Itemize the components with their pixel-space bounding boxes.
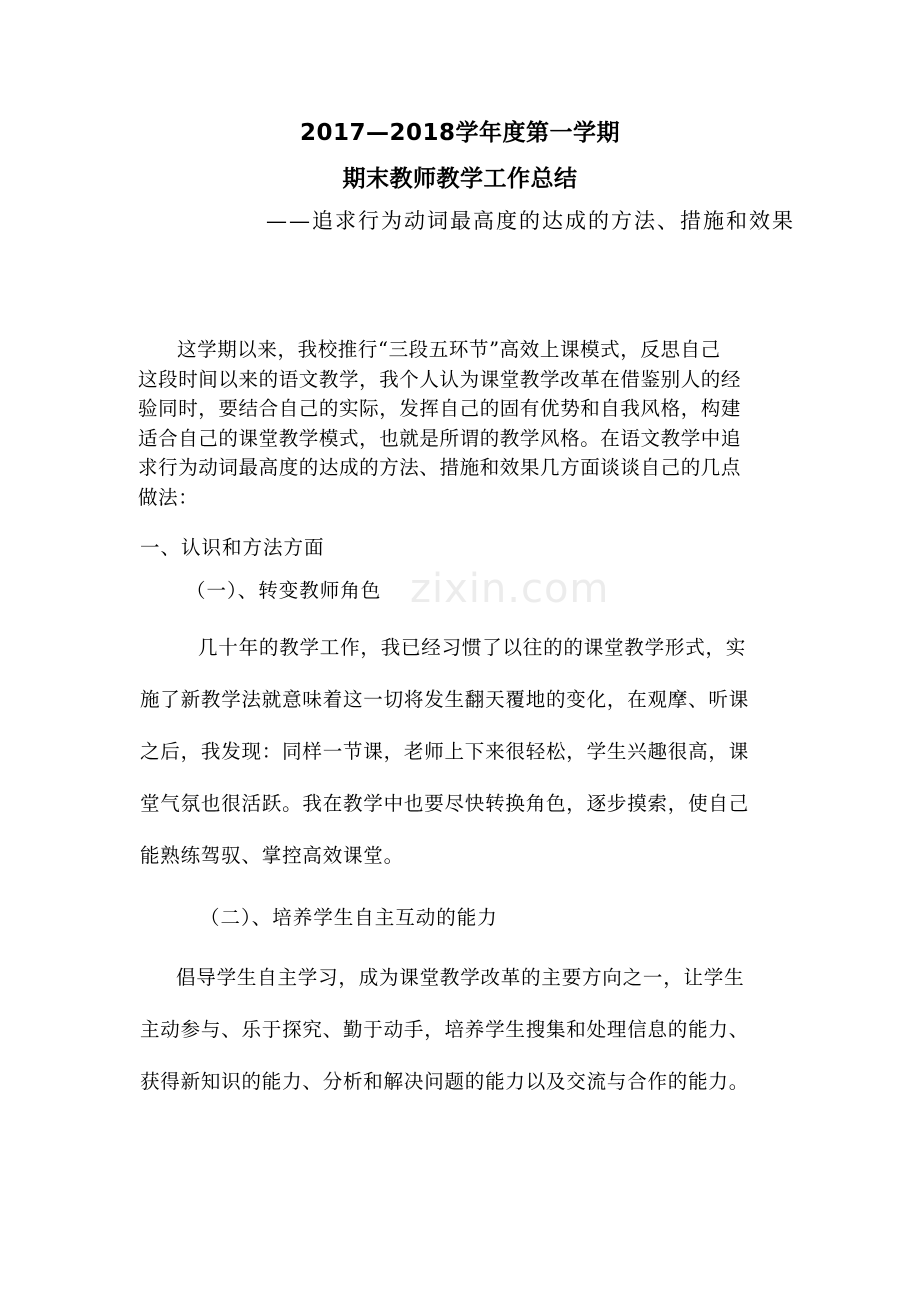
- section-heading-1: 一、认识和方法方面: [140, 536, 325, 559]
- intro-line: 适合自己的课堂教学模式，也就是所谓的教学风格。在语文教学中追: [138, 426, 742, 450]
- intro-line: 做法：: [138, 485, 199, 509]
- paragraph-line: 主动参与、乐于探究、勤于动手，培养学生搜集和处理信息的能力、: [140, 1018, 750, 1041]
- paragraph-line: 倡导学生自主学习，成为课堂教学改革的主要方向之一，让学生: [176, 966, 745, 989]
- intro-line: 这段时间以来的语文教学，我个人认为课堂教学改革在借鉴别人的经: [138, 367, 742, 391]
- document-subtitle: ——追求行为动词最高度的达成的方法、措施和效果: [266, 209, 795, 233]
- subsection-heading-2: （二）、培养学生自主互动的能力: [200, 906, 498, 929]
- paragraph-line: 获得新知识的能力、分析和解决问题的能力以及交流与合作的能力。: [140, 1070, 750, 1093]
- intro-line: 验同时，要结合自己的实际，发挥自己的固有优势和自我风格，构建: [138, 397, 742, 420]
- subsection-1-paragraph: [140, 622, 800, 882]
- subsection-heading-1: （一）、转变教师角色: [186, 579, 382, 602]
- document-title-line1: 2017—2018学年度第一学期: [299, 120, 621, 146]
- paragraph-line: 之后，我发现：同样一节课，老师上下来很轻松，学生兴趣很高，课: [140, 740, 750, 763]
- paragraph-line: 施了新教学法就意味着这一切将发生翻天覆地的变化，在观摩、听课: [140, 688, 750, 711]
- watermark: zixin.com: [410, 566, 610, 612]
- document-title-line2: 期末教师教学工作总结: [342, 166, 578, 192]
- paragraph-line: 能熟练驾驭、掌控高效课堂。: [140, 844, 404, 867]
- intro-paragraph: [138, 335, 788, 512]
- intro-line: 求行为动词最高度的达成的方法、措施和效果几方面谈谈自己的几点: [138, 456, 742, 479]
- intro-line: 这学期以来，我校推行“三段五环节”高效上课模式，反思自己: [177, 338, 721, 361]
- paragraph-line: 几十年的教学工作，我已经习惯了以往的的课堂教学形式，实: [198, 636, 747, 659]
- subsection-2-paragraph: [140, 952, 800, 1108]
- paragraph-line: 堂气氛也很活跃。我在教学中也要尽快转换角色，逐步摸索，使自己: [140, 792, 750, 815]
